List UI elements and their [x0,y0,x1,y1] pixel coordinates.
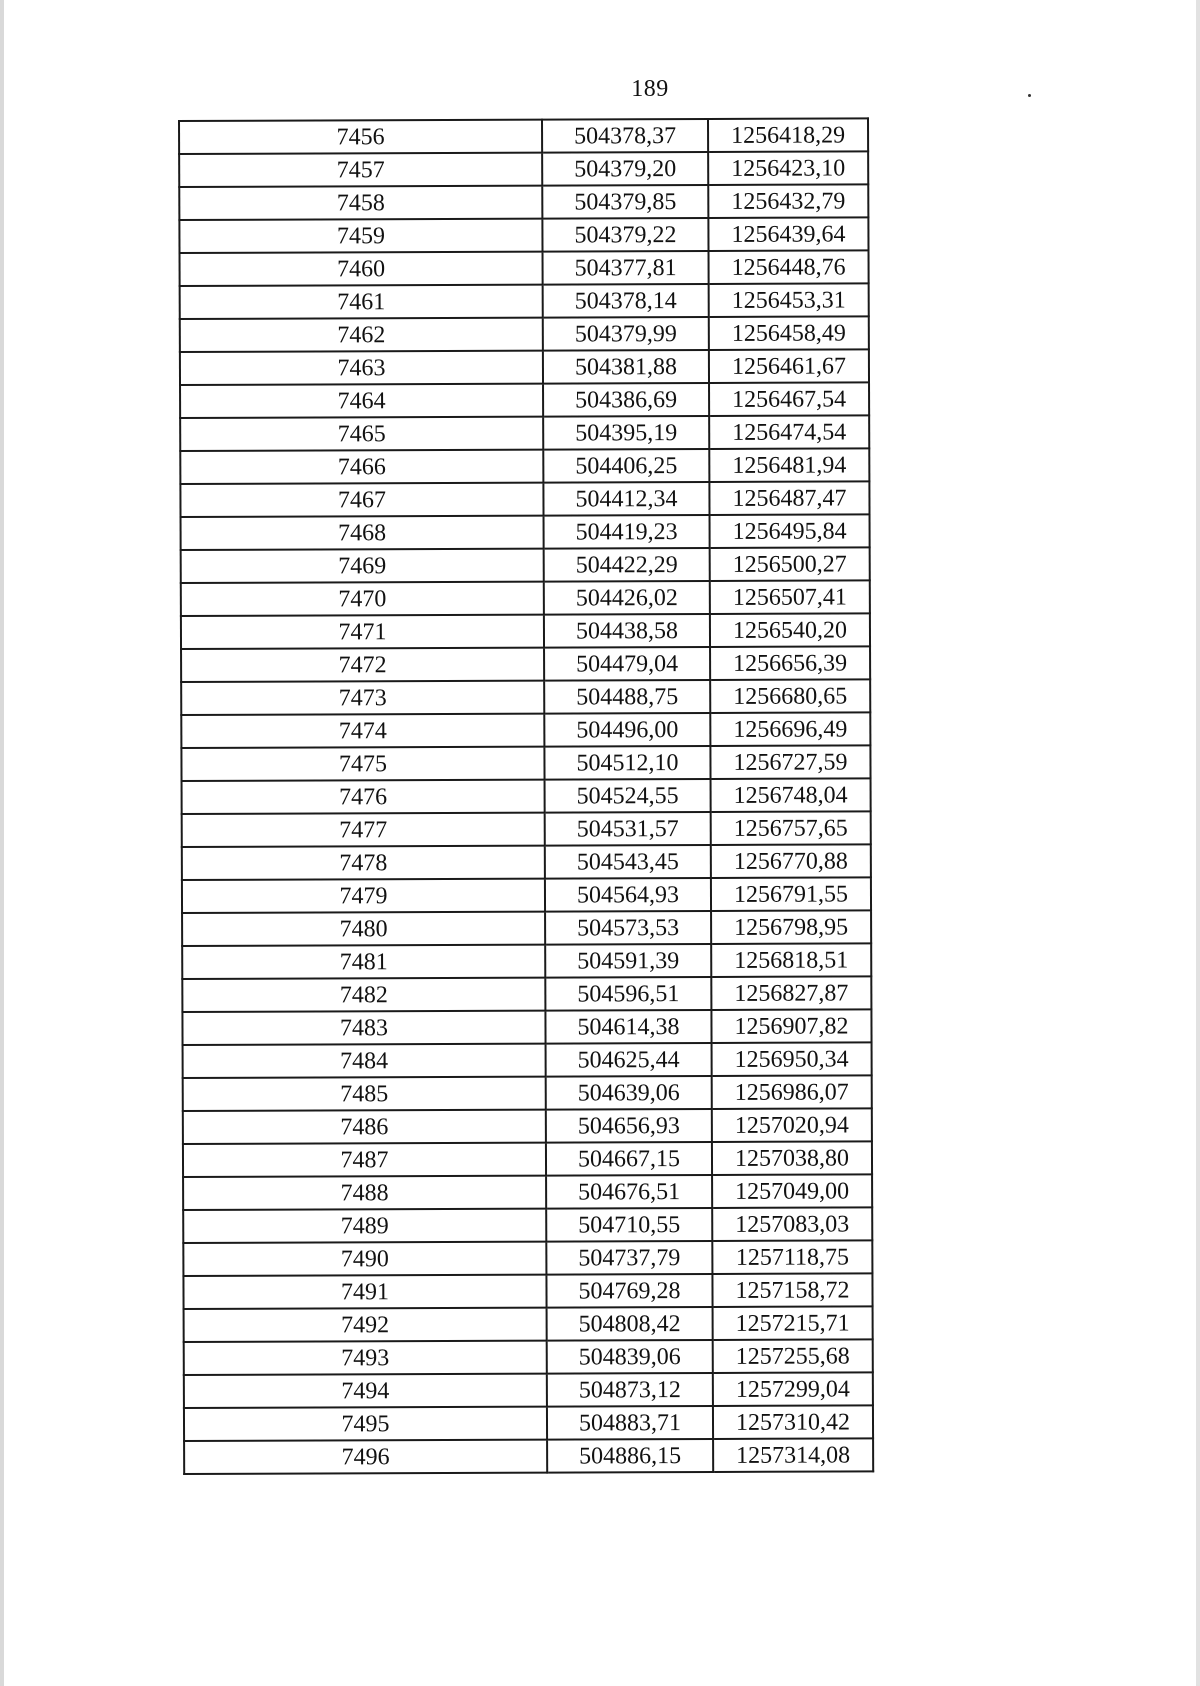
page-number: 189 [631,76,669,102]
point-number-cell: 7493 [184,1341,547,1375]
x-coordinate-cell: 504381,88 [543,350,709,384]
table-row [183,1174,872,1210]
table-row [181,679,870,715]
point-number-cell: 7489 [183,1209,546,1243]
point-number-cell: 7466 [180,450,543,484]
x-coordinate-cell: 504512,10 [544,746,710,780]
y-coordinate-cell: 1256950,34 [712,1042,872,1076]
y-coordinate-cell: 1256798,95 [711,910,871,944]
y-coordinate-cell: 1257158,72 [712,1273,872,1307]
point-number-cell: 7486 [183,1110,546,1144]
table-row [181,712,870,748]
table-row [183,1108,872,1144]
point-number-cell: 7463 [180,351,543,385]
x-coordinate-cell: 504639,06 [546,1076,712,1110]
y-coordinate-cell: 1256791,55 [711,877,871,911]
point-number-cell: 7469 [181,549,544,583]
y-coordinate-cell: 1256727,59 [710,745,870,779]
table-row [182,811,871,847]
point-number-cell: 7487 [183,1143,546,1177]
y-coordinate-cell: 1256461,67 [709,349,869,383]
point-number-cell: 7461 [180,285,543,319]
table-row [180,382,869,418]
x-coordinate-cell: 504386,69 [543,383,709,417]
table-row [184,1306,873,1342]
point-number-cell: 7456 [179,120,542,154]
y-coordinate-cell: 1256986,07 [712,1075,872,1109]
y-coordinate-cell: 1256757,65 [711,811,871,845]
point-number-cell: 7473 [181,681,544,715]
x-coordinate-cell: 504395,19 [543,416,709,450]
x-coordinate-cell: 504531,57 [545,812,711,846]
y-coordinate-cell: 1256748,04 [711,778,871,812]
y-coordinate-cell: 1256448,76 [709,250,869,284]
point-number-cell: 7465 [180,417,543,451]
x-coordinate-cell: 504614,38 [545,1010,711,1044]
y-coordinate-cell: 1256467,54 [709,382,869,416]
x-coordinate-cell: 504564,93 [545,878,711,912]
y-coordinate-cell: 1256827,87 [711,976,871,1010]
point-number-cell: 7458 [179,186,542,220]
table-row [180,250,869,286]
point-number-cell: 7482 [182,978,545,1012]
scan-edge-left [0,0,4,1686]
y-coordinate-cell: 1256487,47 [709,481,869,515]
point-number-cell: 7464 [180,384,543,418]
x-coordinate-cell: 504543,45 [545,845,711,879]
x-coordinate-cell: 504379,85 [542,185,708,219]
table-row [184,1339,873,1375]
x-coordinate-cell: 504769,28 [546,1274,712,1308]
point-number-cell: 7492 [184,1308,547,1342]
table-row [181,745,870,781]
point-number-cell: 7460 [180,252,543,286]
table-row [182,1009,871,1045]
table-row [181,514,870,550]
x-coordinate-cell: 504596,51 [545,977,711,1011]
table-row [182,943,871,979]
table-row [180,283,869,319]
y-coordinate-cell: 1256656,39 [710,646,870,680]
table-row [183,1240,872,1276]
y-coordinate-cell: 1256481,94 [709,448,869,482]
point-number-cell: 7478 [182,846,545,880]
table-row [182,910,871,946]
y-coordinate-cell: 1257310,42 [713,1405,873,1439]
point-number-cell: 7488 [183,1176,546,1210]
x-coordinate-cell: 504839,06 [547,1340,713,1374]
y-coordinate-cell: 1256458,49 [709,316,869,350]
y-coordinate-cell: 1256540,20 [710,613,870,647]
table-row [179,118,868,154]
point-number-cell: 7471 [181,615,544,649]
scan-speck [1028,94,1031,97]
table-row [183,1141,872,1177]
y-coordinate-cell: 1256439,64 [708,217,868,251]
point-number-cell: 7481 [182,945,545,979]
x-coordinate-cell: 504379,22 [542,218,708,252]
x-coordinate-cell: 504676,51 [546,1175,712,1209]
table-row [179,217,868,253]
x-coordinate-cell: 504886,15 [547,1439,713,1473]
y-coordinate-cell: 1256495,84 [710,514,870,548]
point-number-cell: 7467 [180,483,543,517]
x-coordinate-cell: 504406,25 [543,449,709,483]
point-number-cell: 7476 [182,780,545,814]
table-row [180,349,869,385]
coordinates-table [178,117,874,1475]
y-coordinate-cell: 1256453,31 [709,283,869,317]
x-coordinate-cell: 504656,93 [546,1109,712,1143]
table-row [181,613,870,649]
table-row [181,547,870,583]
table-row [183,1075,872,1111]
table-row [184,1438,873,1474]
point-number-cell: 7495 [184,1407,547,1441]
point-number-cell: 7475 [181,747,544,781]
point-number-cell: 7479 [182,879,545,913]
x-coordinate-cell: 504883,71 [547,1406,713,1440]
y-coordinate-cell: 1256423,10 [708,151,868,185]
x-coordinate-cell: 504737,79 [546,1241,712,1275]
x-coordinate-cell: 504573,53 [545,911,711,945]
point-number-cell: 7484 [183,1044,546,1078]
x-coordinate-cell: 504488,75 [544,680,710,714]
x-coordinate-cell: 504377,81 [543,251,709,285]
x-coordinate-cell: 504379,99 [543,317,709,351]
y-coordinate-cell: 1256432,79 [708,184,868,218]
table-row [181,580,870,616]
table-row [183,1273,872,1309]
table-row [184,1372,873,1408]
table-row [180,316,869,352]
table-row [182,778,871,814]
x-coordinate-cell: 504625,44 [546,1043,712,1077]
point-number-cell: 7485 [183,1077,546,1111]
y-coordinate-cell: 1256770,88 [711,844,871,878]
x-coordinate-cell: 504422,29 [544,548,710,582]
table-row [183,1207,872,1243]
y-coordinate-cell: 1256500,27 [710,547,870,581]
x-coordinate-cell: 504378,37 [542,119,708,153]
y-coordinate-cell: 1256418,29 [708,118,868,152]
y-coordinate-cell: 1257314,08 [713,1438,873,1472]
table-row [180,415,869,451]
x-coordinate-cell: 504378,14 [543,284,709,318]
y-coordinate-cell: 1257038,80 [712,1141,872,1175]
table-row [179,184,868,220]
x-coordinate-cell: 504873,12 [547,1373,713,1407]
table-row [182,844,871,880]
x-coordinate-cell: 504438,58 [544,614,710,648]
table-row [182,976,871,1012]
table-row [181,646,870,682]
y-coordinate-cell: 1257049,00 [712,1174,872,1208]
coordinates-table-body [179,118,873,1474]
table-row [184,1405,873,1441]
table-row [179,151,868,187]
y-coordinate-cell: 1256818,51 [711,943,871,977]
y-coordinate-cell: 1256507,41 [710,580,870,614]
x-coordinate-cell: 504479,04 [544,647,710,681]
y-coordinate-cell: 1257083,03 [712,1207,872,1241]
x-coordinate-cell: 504524,55 [545,779,711,813]
table-row [180,448,869,484]
table-row [183,1042,872,1078]
x-coordinate-cell: 504808,42 [547,1307,713,1341]
point-number-cell: 7490 [183,1242,546,1276]
point-number-cell: 7474 [181,714,544,748]
point-number-cell: 7496 [184,1440,547,1474]
x-coordinate-cell: 504419,23 [544,515,710,549]
y-coordinate-cell: 1256474,54 [709,415,869,449]
point-number-cell: 7477 [182,813,545,847]
y-coordinate-cell: 1257020,94 [712,1108,872,1142]
y-coordinate-cell: 1257299,04 [713,1372,873,1406]
y-coordinate-cell: 1256907,82 [711,1009,871,1043]
point-number-cell: 7472 [181,648,544,682]
x-coordinate-cell: 504496,00 [544,713,710,747]
point-number-cell: 7457 [179,153,542,187]
x-coordinate-cell: 504426,02 [544,581,710,615]
point-number-cell: 7483 [182,1011,545,1045]
scan-edge-right [1196,0,1200,1686]
point-number-cell: 7462 [180,318,543,352]
x-coordinate-cell: 504667,15 [546,1142,712,1176]
x-coordinate-cell: 504379,20 [542,152,708,186]
point-number-cell: 7480 [182,912,545,946]
point-number-cell: 7494 [184,1374,547,1408]
point-number-cell: 7468 [181,516,544,550]
table-row [180,481,869,517]
y-coordinate-cell: 1257118,75 [712,1240,872,1274]
y-coordinate-cell: 1257255,68 [713,1339,873,1373]
point-number-cell: 7491 [183,1275,546,1309]
x-coordinate-cell: 504591,39 [545,944,711,978]
y-coordinate-cell: 1256680,65 [710,679,870,713]
x-coordinate-cell: 504710,55 [546,1208,712,1242]
y-coordinate-cell: 1257215,71 [713,1306,873,1340]
point-number-cell: 7470 [181,582,544,616]
table-row [182,877,871,913]
x-coordinate-cell: 504412,34 [543,482,709,516]
point-number-cell: 7459 [179,219,542,253]
y-coordinate-cell: 1256696,49 [710,712,870,746]
